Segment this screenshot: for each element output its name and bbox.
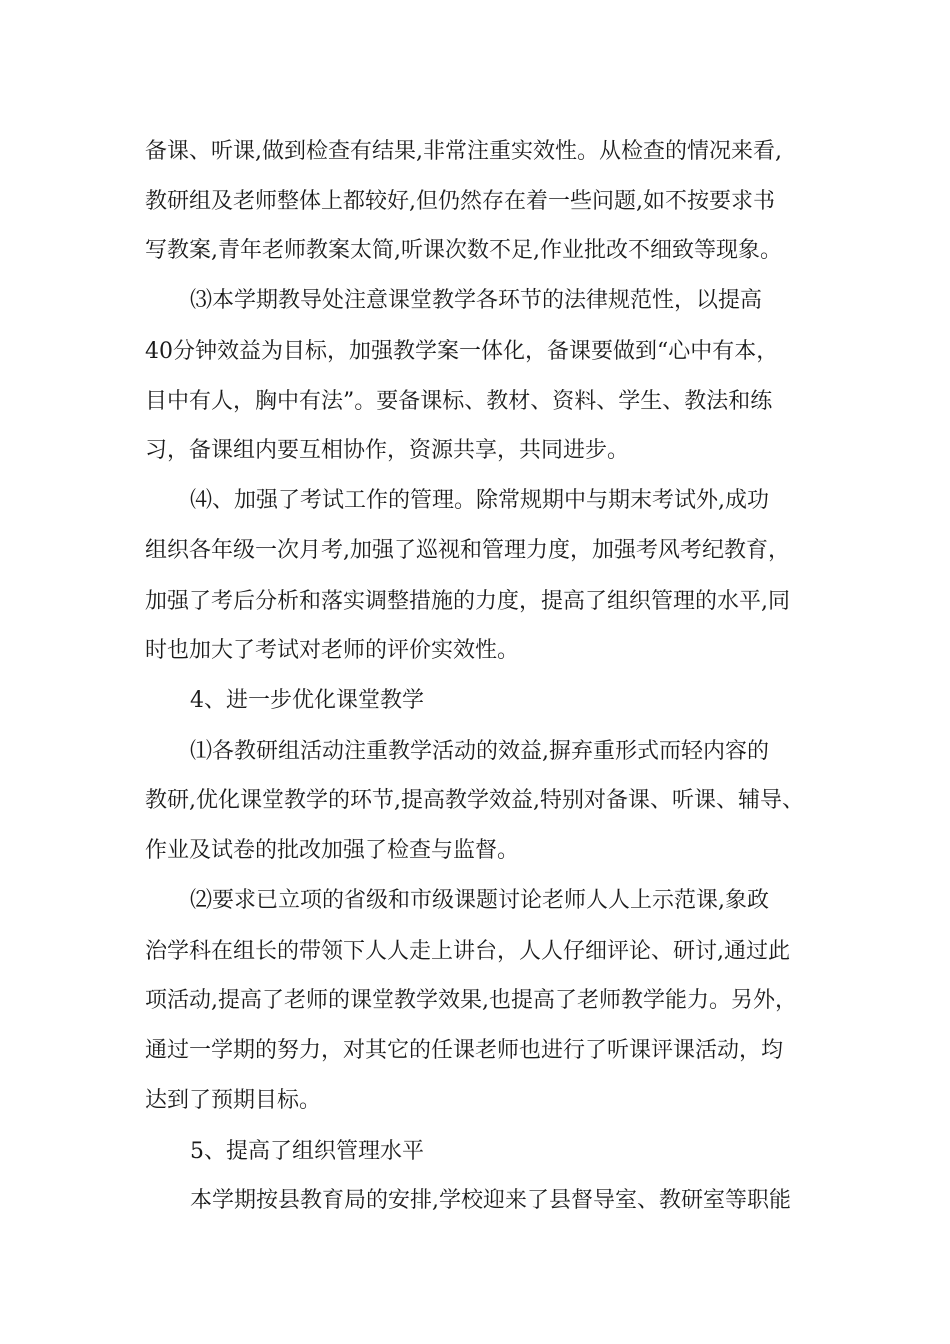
section-heading: 5、提高了组织管理水平 — [190, 1139, 424, 1164]
text-line: 组织各年级一次月考,加强了巡视和管理力度，加强考风考纪教育， — [145, 538, 790, 563]
paragraph-start: 本学期按县教育局的安排,学校迎来了县督导室、教研室等职能 — [190, 1188, 791, 1213]
text-line: 目中有人，胸中有法”。要备课标、教材、资料、学生、教法和练 — [145, 389, 773, 414]
text-line: 习，备课组内要互相协作，资源共享，共同进步。 — [145, 438, 630, 463]
text-line: 教研,优化课堂教学的环节,提高教学效益,特别对备课、听课、辅导、 — [145, 788, 804, 813]
paragraph-start: ⑷、加强了考试工作的管理。除常规期中与期末考试外,成功 — [190, 488, 769, 513]
text-line: 达到了预期目标。 — [145, 1088, 322, 1113]
text-line: 备课、听课,做到检查有结果,非常注重实效性。从检查的情况来看, — [145, 139, 782, 164]
paragraph-start: ⑵要求已立项的省级和市级课题讨论老师人人上示范课,象政 — [190, 888, 769, 913]
text-line: 写教案,青年老师教案太简,听课次数不足,作业批改不细致等现象。 — [145, 238, 782, 263]
text-line: 治学科在组长的带领下人人走上讲台，人人仔细评论、研讨,通过此 — [145, 939, 790, 964]
section-heading: 4、进一步优化课堂教学 — [190, 688, 424, 713]
text-line: 40分钟效益为目标，加强教学案一体化，备课要做到“心中有本， — [145, 339, 779, 364]
paragraph-start: ⑴各教研组活动注重教学活动的效益,摒弃重形式而轻内容的 — [190, 739, 769, 764]
text-line: 项活动,提高了老师的课堂教学效果,也提高了老师教学能力。另外， — [145, 988, 797, 1013]
text-line: 作业及试卷的批改加强了检查与监督。 — [145, 838, 520, 863]
text-line: 教研组及老师整体上都较好,但仍然存在着一些问题,如不按要求书 — [145, 189, 775, 214]
text-line: 加强了考后分析和落实调整措施的力度，提高了组织管理的水平,同 — [145, 589, 790, 614]
text-line: 通过一学期的努力，对其它的任课老师也进行了听课评课活动，均 — [145, 1038, 784, 1063]
paragraph-start: ⑶本学期教导处注意课堂教学各环节的法律规范性，以提高 — [190, 288, 763, 313]
text-line: 时也加大了考试对老师的评价实效性。 — [145, 638, 520, 663]
